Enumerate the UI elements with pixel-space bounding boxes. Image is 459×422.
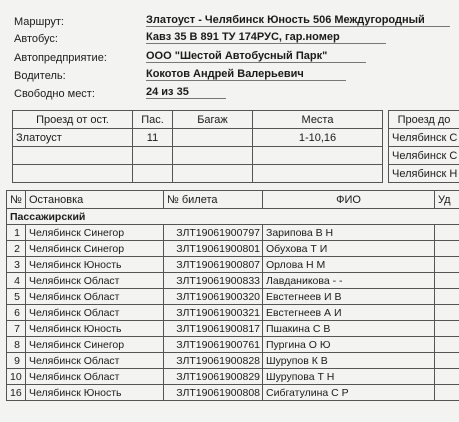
- passenger-name: Евстегнеев А И: [263, 305, 435, 321]
- passenger-ticket: ЗЛТ19061900320: [164, 289, 263, 305]
- segment-from: [13, 147, 133, 165]
- col-header-seats: Места: [253, 111, 383, 129]
- passenger-row: [7, 273, 459, 289]
- company-label: Автопредприятие:: [14, 52, 107, 64]
- passenger-ticket: ЗЛТ19061900808: [164, 385, 263, 401]
- passenger-row: [7, 241, 459, 257]
- passenger-name: Сибгатулина С Р: [263, 385, 435, 401]
- passenger-name: Обухова Т И: [263, 241, 435, 257]
- route-value: Златоуст - Челябинск Юность 506 Междугородный: [146, 14, 450, 27]
- passenger-number: 3: [7, 257, 26, 273]
- passenger-name: Пшакина С В: [263, 321, 435, 337]
- passenger-id: [435, 321, 459, 337]
- passenger-number: 7: [7, 321, 26, 337]
- segment-row: [13, 129, 383, 147]
- bus-value: Кавз 35 В 891 ТУ 174РУС, гар.номер: [146, 31, 386, 44]
- passenger-number: 4: [7, 273, 26, 289]
- col-header-stop: Остановка: [26, 191, 164, 209]
- passenger-name: Шурупова Т Н: [263, 369, 435, 385]
- passenger-table: [6, 190, 459, 401]
- route-label: Маршрут:: [14, 16, 64, 28]
- passenger-id: [435, 305, 459, 321]
- passenger-name: Пургина О Ю: [263, 337, 435, 353]
- passenger-number: 5: [7, 289, 26, 305]
- passenger-id: [435, 257, 459, 273]
- passenger-number: 16: [7, 385, 26, 401]
- passenger-id: [435, 337, 459, 353]
- passenger-id: [435, 369, 459, 385]
- passenger-stop: Челябинск Синегор: [26, 225, 164, 241]
- return-cell: Челябинск С: [389, 129, 459, 147]
- segment-header-row: [13, 111, 383, 129]
- passenger-name: Евстегнеев И В: [263, 289, 435, 305]
- return-cell: Челябинск Н: [389, 165, 459, 183]
- seats-value: 24 из 35: [146, 86, 226, 99]
- passenger-number: 10: [7, 369, 26, 385]
- seats-label: Свободно мест:: [14, 88, 95, 100]
- col-header-number: №: [7, 191, 26, 209]
- passenger-stop: Челябинск Област: [26, 273, 164, 289]
- driver-value: Кокотов Андрей Валерьевич: [146, 68, 346, 81]
- passenger-name: Шурупов К В: [263, 353, 435, 369]
- passenger-row: [7, 353, 459, 369]
- segment-passengers: [133, 165, 173, 183]
- segment-row: [13, 147, 383, 165]
- passenger-row: [7, 337, 459, 353]
- col-header-baggage: Багаж: [173, 111, 253, 129]
- passenger-ticket: ЗЛТ19061900761: [164, 337, 263, 353]
- passenger-ticket: ЗЛТ19061900801: [164, 241, 263, 257]
- segment-baggage: [173, 165, 253, 183]
- passenger-stop: Челябинск Област: [26, 305, 164, 321]
- passenger-id: [435, 353, 459, 369]
- passenger-stop: Челябинск Синегор: [26, 337, 164, 353]
- col-header-name: ФИО: [263, 191, 435, 209]
- col-header-ticket: № билета: [164, 191, 263, 209]
- passenger-number: 1: [7, 225, 26, 241]
- passenger-id: [435, 225, 459, 241]
- section-label: Пассажирский: [7, 209, 459, 225]
- passenger-row: [7, 305, 459, 321]
- passenger-ticket: ЗЛТ19061900807: [164, 257, 263, 273]
- passenger-name: Орлова Н М: [263, 257, 435, 273]
- passenger-stop: Челябинск Област: [26, 289, 164, 305]
- passenger-row: [7, 385, 459, 401]
- segment-passengers: [133, 147, 173, 165]
- col-header-id: Уд: [435, 191, 459, 209]
- passenger-number: 8: [7, 337, 26, 353]
- segment-row: [13, 165, 383, 183]
- section-row: [7, 209, 459, 225]
- passenger-row: [7, 225, 459, 241]
- passenger-row: [7, 369, 459, 385]
- passenger-stop: Челябинск Синегор: [26, 241, 164, 257]
- driver-label: Водитель:: [14, 70, 66, 82]
- segment-from: Златоуст: [13, 129, 133, 147]
- passenger-stop: Челябинск Юность: [26, 321, 164, 337]
- bus-label: Автобус:: [14, 33, 58, 45]
- passenger-number: 9: [7, 353, 26, 369]
- passenger-number: 2: [7, 241, 26, 257]
- passenger-id: [435, 289, 459, 305]
- passenger-stop: Челябинск Област: [26, 353, 164, 369]
- segment-passengers: 11: [133, 129, 173, 147]
- passenger-stop: Челябинск Област: [26, 369, 164, 385]
- passenger-ticket: ЗЛТ19061900829: [164, 369, 263, 385]
- passenger-number: 6: [7, 305, 26, 321]
- passenger-stop: Челябинск Юность: [26, 385, 164, 401]
- passenger-ticket: ЗЛТ19061900817: [164, 321, 263, 337]
- segment-table: [12, 110, 383, 183]
- segment-baggage: [173, 129, 253, 147]
- passenger-name: Зарипова В Н: [263, 225, 435, 241]
- segment-seats: [253, 147, 383, 165]
- passenger-row: [7, 257, 459, 273]
- return-header: Проезд до: [389, 111, 459, 129]
- col-header-from: Проезд от ост.: [13, 111, 133, 129]
- segment-seats: [253, 165, 383, 183]
- passenger-id: [435, 241, 459, 257]
- col-header-passengers: Пас.: [133, 111, 173, 129]
- passenger-row: [7, 321, 459, 337]
- return-table: [388, 110, 459, 183]
- passenger-ticket: ЗЛТ19061900828: [164, 353, 263, 369]
- passenger-ticket: ЗЛТ19061900321: [164, 305, 263, 321]
- passenger-row: [7, 289, 459, 305]
- passenger-name: Лавданикова - -: [263, 273, 435, 289]
- passenger-stop: Челябинск Юность: [26, 257, 164, 273]
- passenger-id: [435, 273, 459, 289]
- passenger-header-row: [7, 191, 459, 209]
- return-cell: Челябинск С: [389, 147, 459, 165]
- segment-seats: 1-10,16: [253, 129, 383, 147]
- passenger-id: [435, 385, 459, 401]
- passenger-ticket: ЗЛТ19061900833: [164, 273, 263, 289]
- passenger-ticket: ЗЛТ19061900797: [164, 225, 263, 241]
- segment-baggage: [173, 147, 253, 165]
- company-value: ООО "Шестой Автобусный Парк": [146, 50, 366, 63]
- segment-from: [13, 165, 133, 183]
